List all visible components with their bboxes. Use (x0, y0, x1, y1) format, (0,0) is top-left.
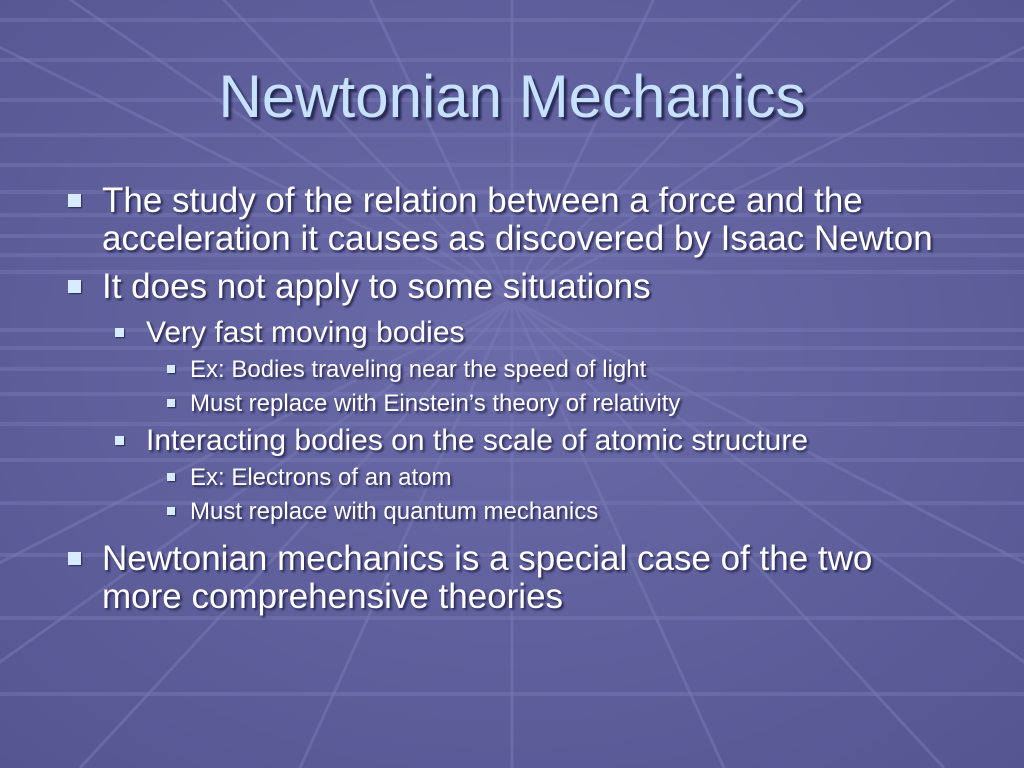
square-bullet-icon (68, 280, 81, 293)
square-bullet-icon (167, 365, 175, 373)
square-bullet-icon (68, 552, 81, 565)
sub-sub-bullet-item (60, 356, 940, 384)
bullet-item (60, 182, 940, 258)
square-bullet-icon (167, 507, 175, 515)
bullet-text: Very fast moving bodies (146, 316, 465, 349)
sub-bullet-item (60, 424, 940, 458)
square-bullet-icon (68, 194, 81, 207)
square-bullet-icon (115, 436, 124, 445)
bullet-item (60, 268, 940, 306)
square-bullet-icon (167, 399, 175, 407)
square-bullet-icon (115, 328, 124, 337)
bullet-text: Must replace with quantum mechanics (190, 498, 599, 525)
bullet-text: Ex: Electrons of an atom (190, 464, 452, 491)
sub-sub-bullet-item (60, 464, 940, 492)
bullet-list (60, 182, 940, 626)
bullet-text: It does not apply to some situations (102, 267, 651, 306)
bullet-text: Newtonian mechanics is a special case of the two more comprehensive theories (102, 539, 873, 616)
square-bullet-icon (167, 473, 175, 481)
bullet-text: Must replace with Einstein’s theory of relativity (190, 390, 681, 417)
sub-bullet-item (60, 316, 940, 350)
sub-sub-bullet-item (60, 390, 940, 418)
bullet-item (60, 540, 940, 616)
bullet-text: Interacting bodies on the scale of atomic structure (146, 424, 809, 457)
bullet-text: Ex: Bodies traveling near the speed of light (190, 356, 647, 383)
sub-sub-bullet-item (60, 498, 940, 526)
bullet-text: The study of the relation between a force and the acceleration it causes as discovered by Isaac Newton (102, 181, 933, 258)
slide-title: Newtonian Mechanics (218, 63, 806, 130)
